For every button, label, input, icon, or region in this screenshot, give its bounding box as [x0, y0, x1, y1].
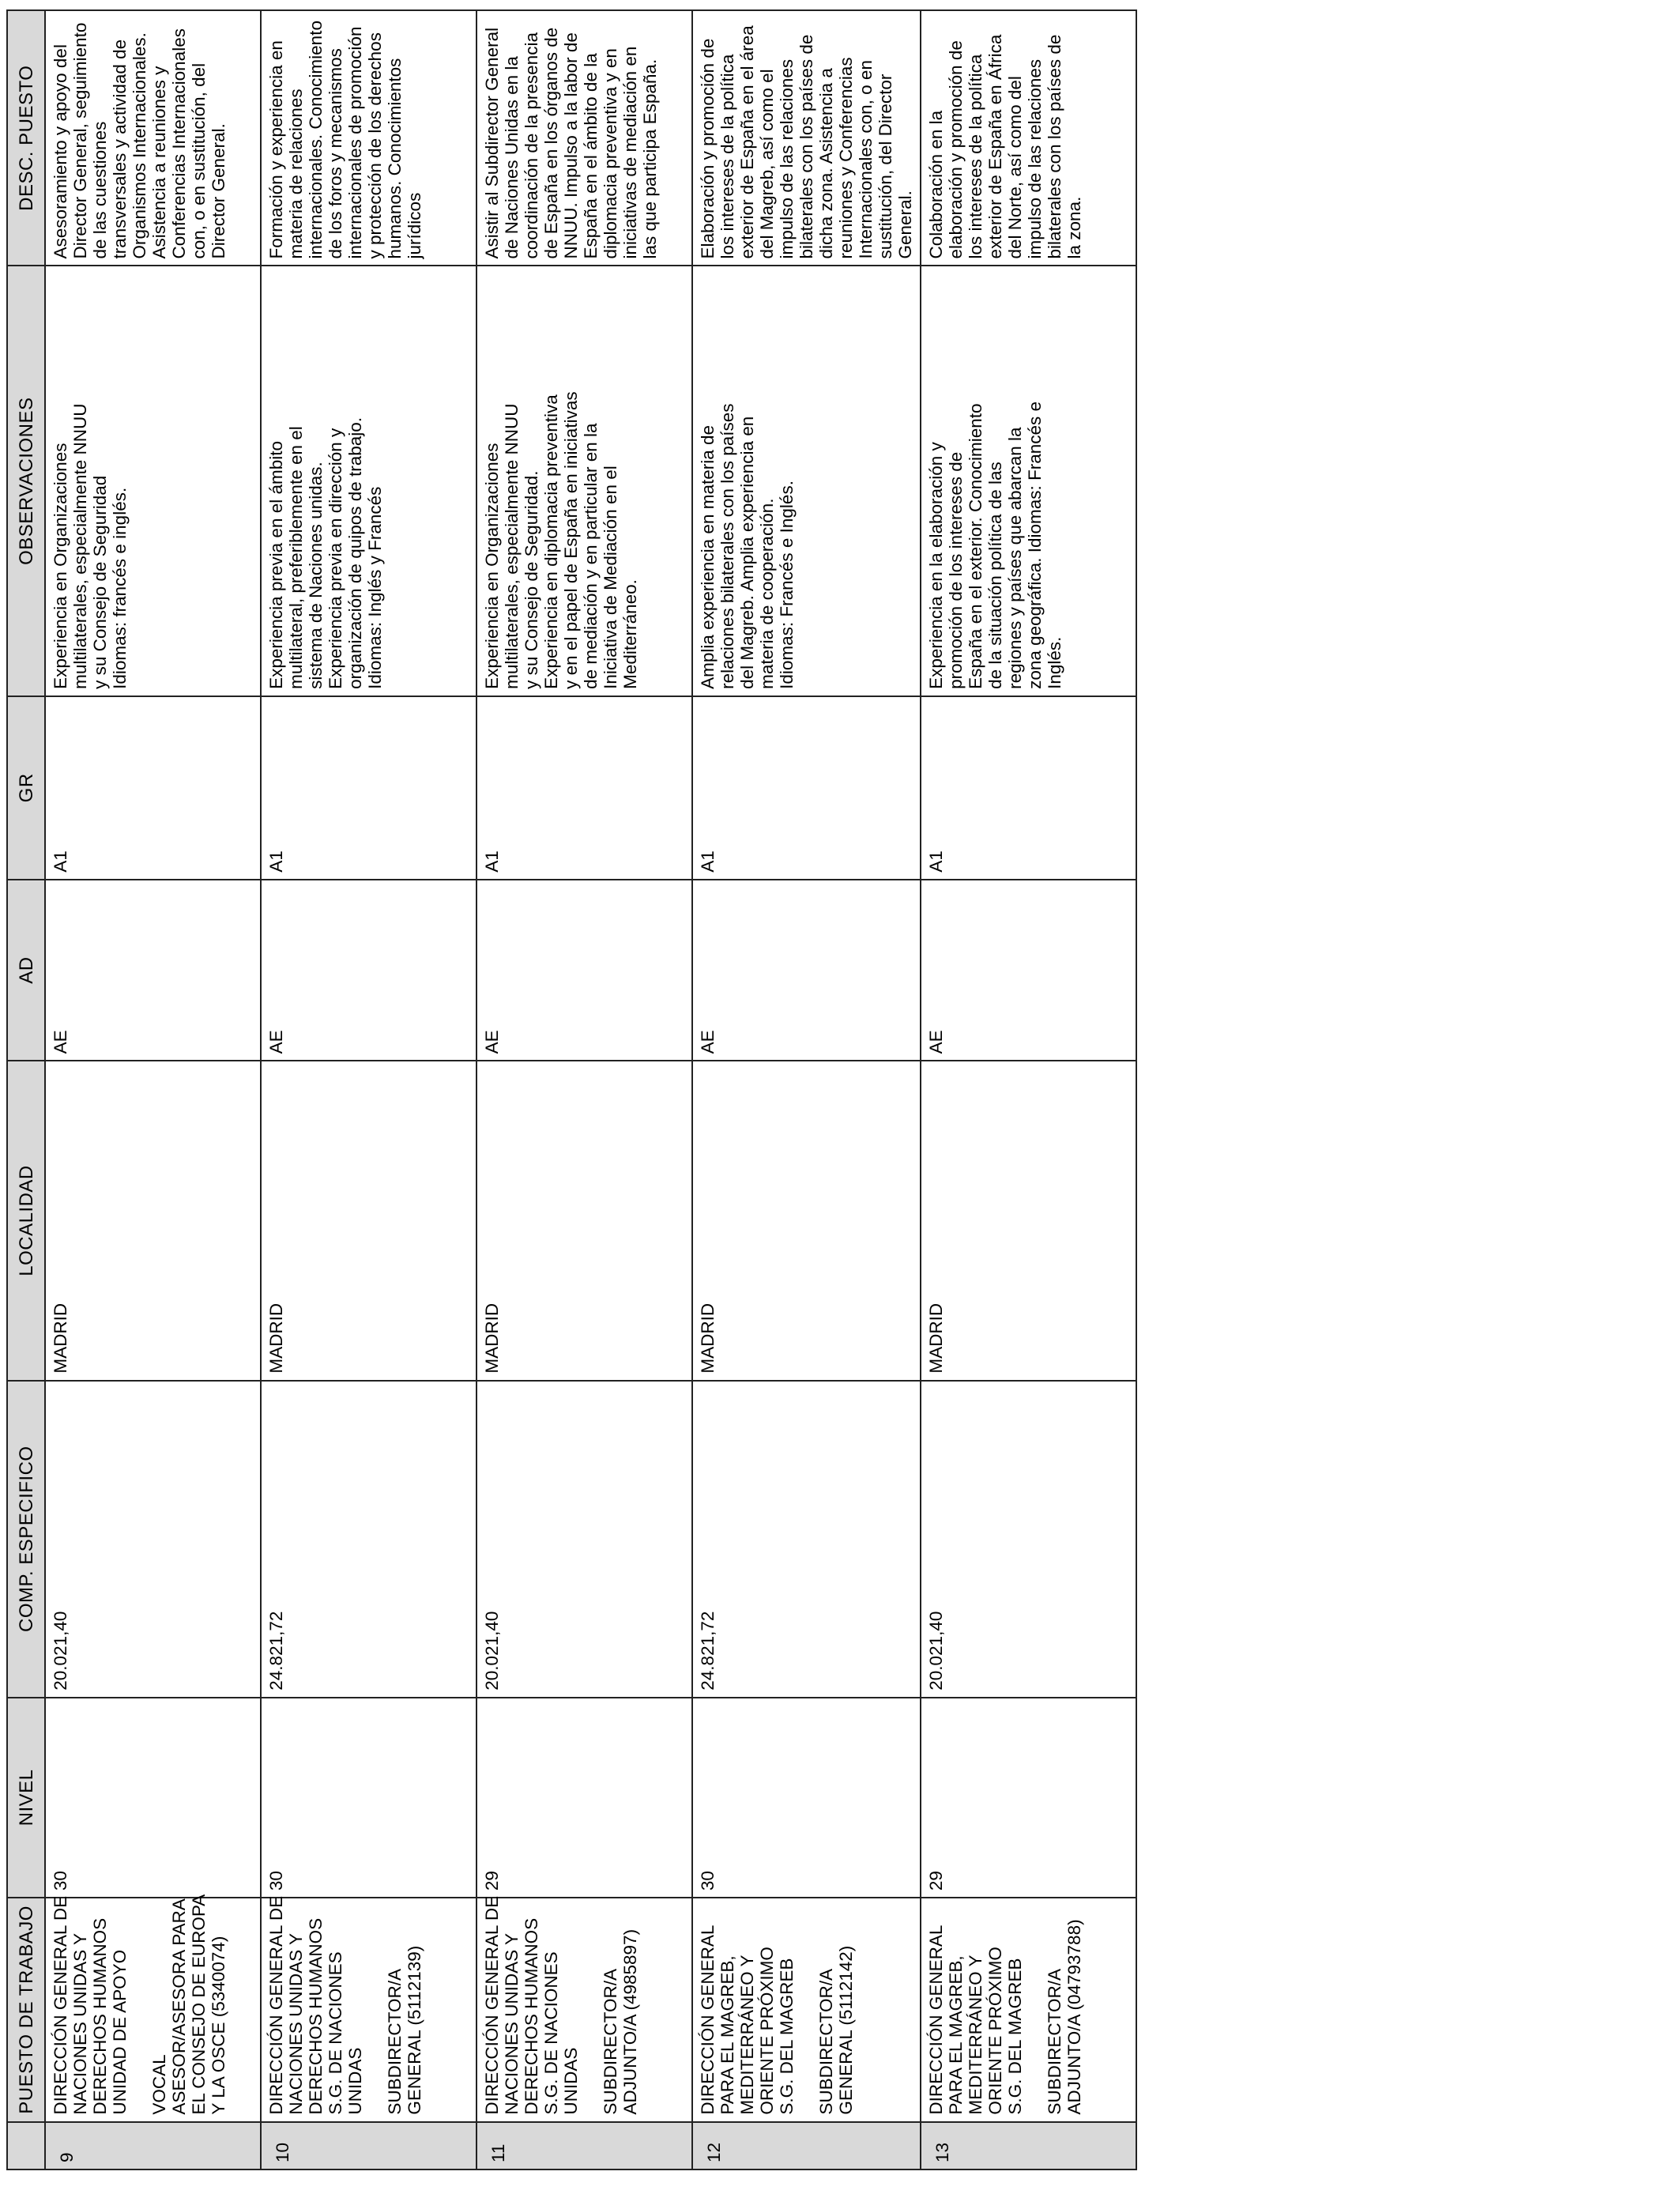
cell-puesto-line: DERECHOS HUMANOS [306, 1917, 326, 2115]
cell-desc-line: exterior de España en el área [737, 25, 757, 259]
cell-desc-line: los intereses de la política [718, 54, 737, 259]
header-comp: COMP. ESPECIFICO [7, 1381, 45, 1698]
cell-desc-line: Asesoramiento y apoyo del [51, 44, 70, 259]
cell-desc-line: del Norte, así como del [1005, 76, 1025, 259]
cell-desc-line: los intereses de la política [966, 54, 985, 259]
cell-puesto-line: ASESOR/ASESORA PARA [169, 1898, 189, 2115]
cell-desc-line: de los foros y mecanismos [326, 48, 345, 259]
cell-desc-line: internacionales de promoción [345, 26, 365, 259]
cell-desc-line: diplomacia preventiva y en [601, 48, 620, 259]
cell-desc-line: dicha zona. Asistencia a [816, 68, 836, 259]
cell-desc-line: sustitución, del Director [876, 74, 895, 259]
cell-puesto-line: NACIONES UNIDAS Y [502, 1932, 522, 2115]
table-row [921, 10, 1136, 2169]
header-gr: GR [7, 696, 45, 880]
cell-desc-line: de las cuestiones [90, 121, 110, 259]
cell-ad: AE [477, 880, 692, 1061]
cell-observaciones [921, 266, 1136, 696]
cell-desc-line: Colaboración en la [926, 110, 946, 259]
cell-desc-line: elaboración y promoción de [946, 40, 966, 259]
cell-puesto-line: Y LA OSCE (5340074) [209, 1936, 228, 2115]
cell-desc-line: Internacionales con, o en [856, 60, 876, 259]
cell-puesto-line: SUBDIRECTOR/A [1045, 1969, 1064, 2115]
cell-desc-line: de España en los órganos de [541, 27, 561, 259]
cell-puesto-line: S.G. DE NACIONES [326, 1951, 345, 2115]
cell-ad: AE [45, 880, 261, 1061]
cell-puesto-line: PARA EL MAGREB, [946, 1955, 966, 2115]
cell-desc-line: impulso de las relaciones [1025, 58, 1045, 259]
cell-desc-line: las que participa España. [640, 58, 660, 259]
header-puesto: PUESTO DE TRABAJO [7, 1898, 45, 2122]
row-number: 11 [477, 2122, 692, 2169]
header-nivel: NIVEL [7, 1698, 45, 1898]
cell-puesto [261, 1895, 477, 2122]
cell-observaciones-line: relaciones bilaterales con los países [718, 403, 737, 689]
cell-observaciones-line: multilaterales, especialmente NNUU [502, 403, 522, 689]
cell-puesto-line: DIRECCIÓN GENERAL [698, 1924, 718, 2115]
cell-puesto-line: ORIENTE PRÓXIMO [757, 1947, 777, 2115]
cell-puesto-line: ORIENTE PRÓXIMO [985, 1947, 1005, 2115]
cell-desc-line: Conferencias Internacionales [169, 28, 189, 259]
header-desc: DESC. PUESTO [7, 10, 45, 266]
cell-puesto-line: ADJUNTO/A (04793788) [1064, 1919, 1084, 2115]
header-ad: AD [7, 880, 45, 1061]
cell-observaciones-line: Experiencia previa en dirección y [326, 428, 345, 689]
header-observaciones: OBSERVACIONES [7, 266, 45, 696]
cell-comp: 20.021,40 [477, 1381, 692, 1698]
cell-observaciones-line: Idiomas: Francés e Inglés. [777, 481, 797, 689]
cell-observaciones-line: Inglés. [1045, 636, 1064, 689]
cell-puesto [921, 1898, 1136, 2122]
cell-comp: 24.821,72 [261, 1381, 477, 1698]
cell-desc-line: Director General, seguimiento [70, 22, 90, 259]
row-number: 10 [261, 2122, 477, 2169]
cell-localidad: MADRID [477, 1061, 692, 1380]
cell-observaciones-line: Idiomas: francés e inglés. [110, 487, 130, 689]
cell-desc-line: España en el ámbito de la [581, 53, 601, 259]
cell-desc-line: de Naciones Unidas en la [502, 56, 522, 259]
cell-observaciones-line: Experiencia en Organizaciones [482, 443, 502, 689]
cell-observaciones-line: Iniciativa de Mediación en el [601, 466, 620, 689]
cell-observaciones-line: promoción de los intereses de [946, 451, 966, 689]
cell-comp: 24.821,72 [692, 1381, 921, 1698]
cell-puesto-line: ADJUNTO/A (4985897) [620, 1928, 640, 2115]
cell-desc [921, 10, 1136, 266]
cell-observaciones-line: zona geográfica. Idiomas: Francés e [1025, 401, 1045, 689]
cell-observaciones [477, 266, 692, 696]
table-row [692, 10, 921, 2169]
cell-desc-line: humanos. Conocimientos [385, 58, 405, 259]
cell-puesto-line: S.G. DEL MAGREB [777, 1958, 797, 2115]
cell-desc-line: Asistencia a reuniones y [149, 66, 169, 259]
cell-gr: A1 [921, 696, 1136, 880]
cell-desc-line: transversales y actividad de [110, 39, 130, 259]
cell-puesto [477, 1895, 692, 2122]
cell-puesto-line: SUBDIRECTOR/A [816, 1969, 836, 2115]
cell-desc [45, 10, 261, 266]
cell-ad: AE [921, 880, 1136, 1061]
cell-gr: A1 [692, 696, 921, 880]
row-number: 9 [45, 2122, 261, 2169]
cell-localidad: MADRID [261, 1061, 477, 1380]
cell-desc-line: bilaterales con los países de [797, 34, 816, 259]
cell-gr: A1 [45, 696, 261, 880]
cell-observaciones-line: España en el exterior. Conocimiento [966, 403, 985, 689]
header-row [7, 10, 45, 2169]
cell-desc-line: internacionales. Conocimiento [306, 21, 326, 259]
cell-puesto-line: MEDITERRÁNEO Y [966, 1955, 985, 2115]
cell-observaciones-line: Experiencia en la elaboración y [926, 442, 946, 689]
cell-observaciones [692, 266, 921, 696]
cell-observaciones-line: Experiencia en diplomacia preventiva [541, 394, 561, 689]
cell-ad: AE [692, 880, 921, 1061]
cell-observaciones-line: Experiencia previa en el ámbito [266, 440, 286, 689]
cell-observaciones-line: de mediación y en particular en la [581, 423, 601, 689]
cell-puesto-line [1025, 1905, 1045, 2115]
cell-puesto-line: GENERAL (5112139) [405, 1945, 424, 2115]
cell-observaciones-line: organización de quipos de trabajo. [345, 417, 365, 689]
cell-desc-line: reuniones y Conferencias [836, 57, 856, 259]
cell-observaciones-line: y su Consejo de Seguridad [90, 475, 110, 689]
cell-localidad: MADRID [692, 1061, 921, 1380]
cell-comp: 20.021,40 [921, 1381, 1136, 1698]
cell-gr: A1 [477, 696, 692, 880]
cell-puesto [692, 1898, 921, 2122]
cell-puesto-line: EL CONSEJO DE EUROPA [189, 1894, 209, 2115]
cell-desc-line: del Magreb, así como el [757, 69, 777, 259]
cell-observaciones-line: regiones y países que abarcan la [1005, 427, 1025, 689]
header-localidad: LOCALIDAD [7, 1061, 45, 1380]
cell-desc [692, 10, 921, 266]
positions-table [6, 9, 1137, 2170]
cell-desc [261, 10, 477, 266]
cell-puesto-line: DERECHOS HUMANOS [90, 1917, 110, 2115]
cell-puesto-line [130, 1905, 149, 2115]
cell-desc-line: NNUU. Impulso a la labor de [561, 32, 581, 259]
cell-nivel: 30 [261, 1698, 477, 1898]
cell-desc-line: iniciativas de mediación en [620, 46, 640, 259]
cell-puesto-line [797, 1905, 816, 2115]
cell-nivel: 29 [477, 1698, 692, 1898]
cell-puesto-line: UNIDAS [345, 2047, 365, 2115]
cell-observaciones-line: de la situación política de las [985, 462, 1005, 689]
cell-desc-line: Organismos Internacionales. [130, 32, 149, 259]
cell-observaciones [261, 266, 477, 696]
cell-observaciones-line: del Magreb. Amplia experiencia en [737, 416, 757, 689]
cell-desc-line: la zona. [1064, 196, 1084, 259]
cell-desc-line: materia de relaciones [286, 89, 306, 259]
cell-puesto-line [581, 1905, 601, 2115]
cell-desc-line: impulso de las relaciones [777, 58, 797, 259]
cell-observaciones-line: y su Consejo de Seguridad. [522, 470, 541, 689]
cell-desc-line: y protección de los derechos [365, 32, 385, 259]
row-number: 13 [921, 2122, 1136, 2169]
cell-ad: AE [261, 880, 477, 1061]
cell-desc [477, 10, 692, 266]
cell-puesto-line [365, 1905, 385, 2115]
cell-desc-line: bilaterales con los países de [1045, 34, 1064, 259]
table-row [261, 10, 477, 2169]
cell-puesto-line: DERECHOS HUMANOS [522, 1917, 541, 2115]
cell-observaciones-line: materia de cooperación. [757, 498, 777, 689]
cell-puesto-line: S.G. DEL MAGREB [1005, 1958, 1025, 2115]
cell-desc-line: con, o en sustitución, del [189, 62, 209, 259]
cell-observaciones-line: multilaterales, especialmente NNUU [70, 403, 90, 689]
cell-puesto-line: UNIDAS [561, 2047, 581, 2115]
cell-observaciones-line: Amplia experiencia en materia de [698, 424, 718, 689]
cell-observaciones-line: sistema de Naciones unidas. [306, 462, 326, 689]
cell-puesto-line: NACIONES UNIDAS Y [70, 1932, 90, 2115]
cell-comp: 20.021,40 [45, 1381, 261, 1698]
cell-observaciones [45, 266, 261, 696]
cell-puesto-line: DIRECCIÓN GENERAL DE [51, 1895, 70, 2115]
cell-observaciones-line: Experiencia en Organizaciones [51, 443, 70, 689]
cell-desc-line: jurídicos [405, 192, 424, 259]
cell-puesto-line: SUBDIRECTOR/A [601, 1969, 620, 2115]
row-number: 12 [692, 2122, 921, 2169]
cell-puesto-line: GENERAL (5112142) [836, 1945, 856, 2115]
cell-desc-line: Formación y experiencia en [266, 40, 286, 259]
cell-observaciones-line: y en el papel de España en iniciativas [561, 391, 581, 689]
cell-desc-line: Asistir al Subdirector General [482, 27, 502, 259]
cell-puesto-line: S.G. DE NACIONES [541, 1951, 561, 2115]
cell-puesto-line: DIRECCIÓN GENERAL DE [266, 1895, 286, 2115]
cell-puesto-line: UNIDAD DE APOYO [110, 1949, 130, 2115]
cell-localidad: MADRID [921, 1061, 1136, 1380]
cell-nivel: 30 [692, 1698, 921, 1898]
cell-puesto-line: DIRECCIÓN GENERAL [926, 1924, 946, 2115]
cell-localidad: MADRID [45, 1061, 261, 1380]
cell-desc-line: Elaboración y promoción de [698, 38, 718, 259]
cell-nivel: 30 [45, 1698, 261, 1898]
table-row [45, 10, 261, 2169]
cell-puesto [45, 1894, 261, 2122]
table-row [477, 10, 692, 2169]
header-num [7, 2122, 45, 2169]
cell-puesto-line: NACIONES UNIDAS Y [286, 1932, 306, 2115]
cell-puesto-line: DIRECCIÓN GENERAL DE [482, 1895, 502, 2115]
cell-puesto-line: MEDITERRÁNEO Y [737, 1955, 757, 2115]
cell-desc-line: Director General. [209, 123, 228, 259]
cell-desc-line: exterior de España en África [985, 34, 1005, 259]
cell-observaciones-line: Mediterráneo. [620, 579, 640, 689]
cell-puesto-line: VOCAL [149, 2054, 169, 2115]
cell-observaciones-line: multilateral, preferiblemente en el [286, 426, 306, 689]
cell-puesto-line: PARA EL MAGREB, [718, 1955, 737, 2115]
cell-puesto-line: SUBDIRECTOR/A [385, 1969, 405, 2115]
cell-desc-line: General. [895, 190, 915, 259]
cell-observaciones-line: Idiomas: Inglés y Francés [365, 486, 385, 689]
cell-gr: A1 [261, 696, 477, 880]
cell-nivel: 29 [921, 1698, 1136, 1898]
cell-desc-line: coordinación de la presencia [522, 32, 541, 259]
